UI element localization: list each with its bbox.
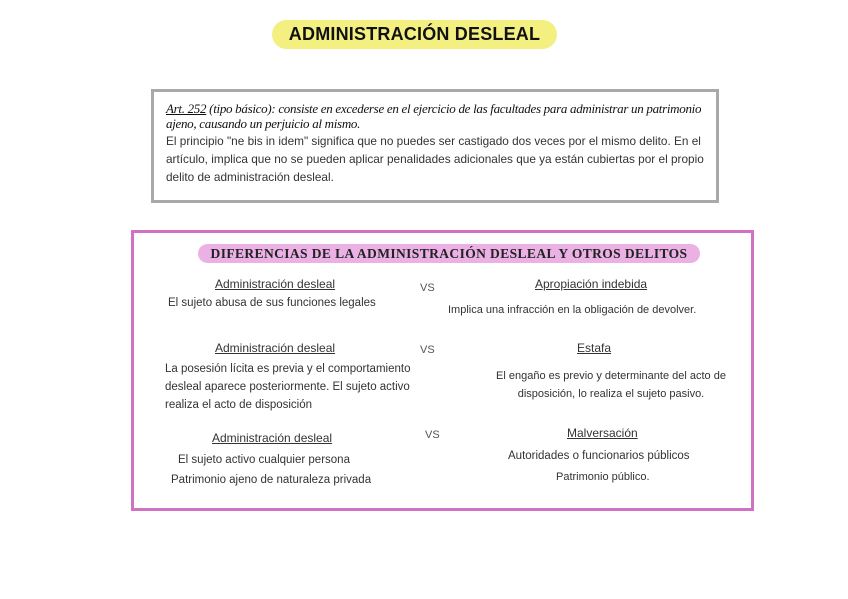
differences-heading: DIFERENCIAS DE LA ADMINISTRACIÓN DESLEAL Y OTROS DELITOS xyxy=(198,244,700,263)
article-definition xyxy=(166,101,704,131)
row2-left-title: Administración desleal xyxy=(215,341,336,355)
article-description: (tipo básico): consiste en excederse en el ejercicio de las facultades para administrar un patrimonio ajeno, causando un perjuicio al mismo. xyxy=(166,101,702,131)
row3-left-text-2: Patrimonio ajeno de naturaleza privada xyxy=(171,474,372,486)
row3-vs-label: VS xyxy=(425,429,440,441)
definition-box xyxy=(151,89,719,203)
row1-right-text: Implica una infracción en la obligación de devolver. xyxy=(448,304,697,316)
row1-right-title: Apropiación indebida xyxy=(535,277,648,291)
row2-left-text: La posesión lícita es previa y el comportamiento desleal aparece posteriormente. El sujeto activo realiza el acto de disposición xyxy=(165,363,411,411)
page-title: ADMINISTRACIÓN DESLEAL xyxy=(272,20,557,49)
row3-right-text-1: Autoridades o funcionarios públicos xyxy=(508,450,690,462)
row3-left-text-1: El sujeto activo cualquier persona xyxy=(178,454,350,466)
row3-right-text-2: Patrimonio público. xyxy=(556,471,650,483)
article-reference: Art. 252 xyxy=(166,101,207,116)
row2-right-text: El engaño es previo y determinante del acto de disposición, lo realiza el sujeto pasivo. xyxy=(496,370,726,400)
row1-left-text: El sujeto abusa de sus funciones legales xyxy=(168,297,376,309)
row2-vs-label: VS xyxy=(420,344,435,356)
row3-right-title: Malversación xyxy=(567,426,638,440)
ne-bis-in-idem-explanation: El principio "ne bis in idem" significa que no puedes ser castigado dos veces por el mismo delito. En el artículo, implica que no se pueden aplicar penalidades adicionales que ya están cubiertas por el propio delito de administración desleal. xyxy=(166,134,704,184)
row1-vs-label: VS xyxy=(420,282,435,294)
row2-right-title: Estafa xyxy=(577,341,612,355)
row1-left-title: Administración desleal xyxy=(215,277,336,291)
row3-left-title: Administración desleal xyxy=(212,431,333,445)
